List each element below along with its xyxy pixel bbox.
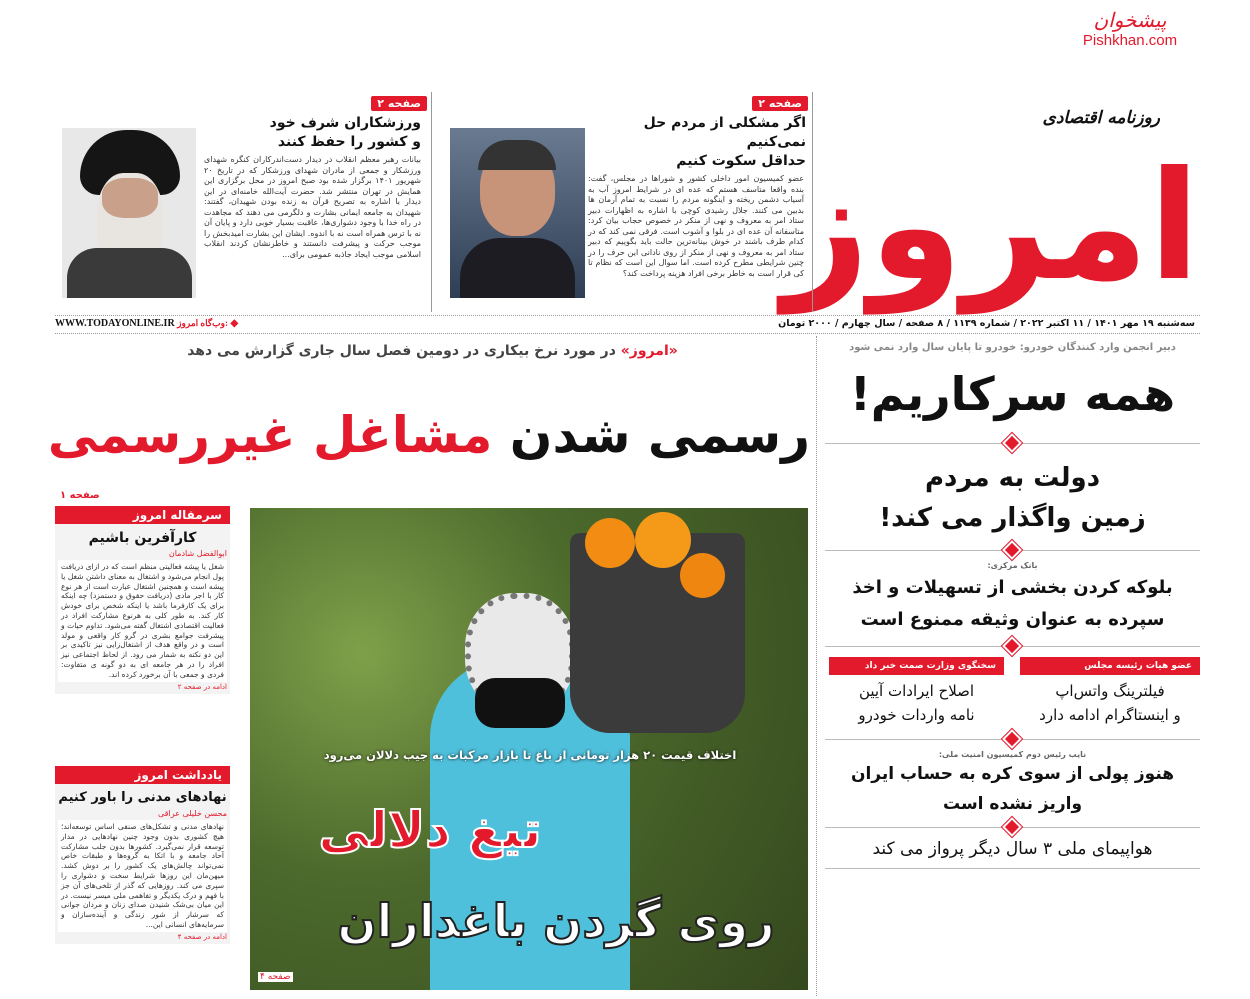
orange-farmer-photo[interactable] xyxy=(250,508,808,990)
divider xyxy=(825,550,1200,551)
story-title: ورزشکاران شرف خود xyxy=(269,115,421,131)
arrow-icon: ◆ xyxy=(230,318,239,329)
divider xyxy=(55,333,1200,334)
leader-photo xyxy=(62,128,196,298)
divider xyxy=(825,868,1200,869)
politician-photo xyxy=(450,128,585,298)
photo-headline-red[interactable]: تیغ دلالی xyxy=(318,801,542,859)
box-title: نامه واردات خودرو xyxy=(858,706,975,724)
note[interactable] xyxy=(55,766,230,944)
editorial-title: کارآفرین باشیم xyxy=(88,530,197,546)
story-title: و کشور را حفظ کنند xyxy=(277,134,421,150)
continue-link[interactable]: ادامه در صفحه ۲ xyxy=(177,682,227,691)
section-header: یادداشت امروز xyxy=(55,766,230,784)
story-body: بیانات رهبر معظم انقلاب در دیدار دست‌اندرکاران کنگره شهدای ورزشکار و جمعی از مادران شهدای ورزشکار که در تاریخ ۲۰ شهریور ۱۴۰۱ برگزار شده بود صبح امروز در محل برگزاری این همایش در تهران منتشر شد. حضرت آیت‌الله خامنه‌ای در این دیدار با اشاره به تصریح قرآن به زنده بودن شهیدان، گفتند: شهیدان به جامعه ایمانی بشارت و دلگرمی می دهند که مجاهدت در راه خدا با وجود دشواری‌ها، عاقبت بسیار خوبی دارد و پایان آن نه با ترس همراه است نه با اندوه. ایشان این بشارت امیدبخش را موجب حرکت و پیشرفت دانستند و خاطرنشان کردند انقلاب اسلامی موجب ایجاد جاذبه عمومی برای... xyxy=(204,155,421,259)
kicker: نایب رئیس دوم کمیسیون امنیت ملی: xyxy=(938,750,1087,759)
kicker: دبیر انجمن وارد کنندگان خودرو: خودرو تا پایان سال وارد نمی شود xyxy=(849,342,1176,353)
editorial-body: شغل یا پیشه فعالیتی منظم است که در ازای دریافت پول انجام می‌شود و اشتغال به معنای داشتن شغل یا پیشه است و همچنین اشتغال عبارت است از هر نوع کار با اجر مادی (دریافت حقوق و دستمزد) چه اینکه برای یک کارفرما باشد یا اینکه شخص برای خودش کار کند. به طور کلی به هرنوع مشارکت افراد در فعالیت اقتصادی اشتغال گفته می‌شود. تداوم حیات و پیشرفت جوامع بشری در گرو کار واقعی و مولد است و در واقع هدف از اشتغال‌زایی نیز تاکیدی بر این دو نکته به شمار می رود. از لحاظ اجتماعی نیز افراد را در هر جامعه ای به دو گونه ی متفاوت: فردی و جمعی با آن برخورد کرده اند. xyxy=(58,560,227,682)
lead-headline[interactable]: همه سرکاریم! xyxy=(849,367,1176,421)
top-story-1[interactable] xyxy=(588,92,813,312)
box-title: فیلترینگ واتس‌اپ xyxy=(1055,682,1165,700)
headline-korea[interactable]: هنوز پولی از سوی کره به حساب ایران واریز نشده است xyxy=(850,764,1175,814)
box-title: و اینستاگرام ادامه دارد xyxy=(1039,706,1181,724)
website-label: وب‌گاه امروز: xyxy=(177,318,228,328)
box-label: سخنگوی وزارت صمت خبر داد xyxy=(829,657,1004,675)
note-body: نهادهای مدنی و تشکل‌های صنفی اساس توسعه‌اند؛ هیچ کشوری بدون وجود چنین نهادهایی در مدار توسعه قرار نمی‌گیرد. کشورها بدون جلب مشارکت آحاد جامعه و با اتکا به گروه‌ها و طبقات خاص نمی‌تواند چالش‌های یک کشور را بر دوش کشد. میهن‌مان این روزها شرایط سخت و دشواری را سپری می کند. روزهایی که گذر از تلخی‌های آن جز با فهم و درک یکدیگر و تفاهمی ملی میسر نیست. در این میان بی‌شک شنیدن صدای زنان و مردان جوانی که سرشار از شور زندگی و آینده‌سازان و سرمایه‌های انسانی این... xyxy=(58,820,227,932)
story-title: اگر مشکلی از مردم حل نمی‌کنیم xyxy=(643,115,806,150)
author: ابوالفضل شادمان xyxy=(168,549,227,558)
box-story-filtering[interactable] xyxy=(1020,657,1200,727)
headline-land[interactable]: دولت به مردم زمین واگذار می کند! xyxy=(879,463,1146,533)
divider xyxy=(825,827,1200,828)
continue-link[interactable]: ادامه در صفحه ۴ xyxy=(177,932,227,941)
divider xyxy=(825,739,1200,740)
website-url: WWW.TODAYONLINE.IR xyxy=(55,318,175,329)
divider xyxy=(825,443,1200,444)
divider xyxy=(825,646,1200,647)
headline-bank[interactable]: بلوکه کردن بخشی از تسهیلات و اخذ سپرده به عنوان وثیقه ممنوع است xyxy=(852,577,1173,630)
page-ref: صفحه ۴ xyxy=(260,972,291,982)
photo-headline-white[interactable]: روی گردن باغداران xyxy=(337,894,775,948)
top-story-2[interactable] xyxy=(200,92,432,312)
main-headline[interactable]: رسمی شدن مشاغل غیررسمی xyxy=(47,406,810,464)
page-tag: صفحه ۲ xyxy=(752,96,808,111)
watermark-url: Pishkhan.com xyxy=(1082,32,1178,49)
main-kicker: «امروز» در مورد نرخ بیکاری در دومین فصل سال جاری گزارش می دهد xyxy=(187,343,678,359)
right-column xyxy=(825,336,1200,869)
section-header: سرمقاله امروز xyxy=(55,506,230,524)
page-ref: صفحه ۱ xyxy=(60,490,100,501)
photo-caption: اختلاف قیمت ۲۰ هزار تومانی از باغ تا بازار مرکبات به جیب دلالان می‌رود xyxy=(323,748,737,762)
column-divider xyxy=(816,336,817,996)
story-body: عضو کمیسیون امور داخلی کشور و شوراها در مجلس، گفت: بنده واقعا متاسف هستم که عده ای در شرایط امروز آب به آسیاب دشمن ریخته و اینگونه مردم را نسبت به تمام آرمان ها بدبین می کنند. جلال رشیدی کوچی با اشاره به اظهارات دبیر ستاد امر به معروف و نهی از منکر در خصوص حجاب بیان کرد: متاسفانه آن عده ای در بلوا و آشوب است. فرقی نمی کند که در کدام طرف باشند در خوش بینانه‌ترین حالت باید بگوییم که دبیر ستاد امر به معروف و نهی از منکر از روی نادانی این حرف را در چنین شرایطی مطرح کرده است. اما سوال این است که نظام تا کی قرار است به خاطر برخی افراد هزینه پرداخت کند؟ xyxy=(588,174,804,278)
box-title: اصلاح ایرادات آیین xyxy=(858,682,975,700)
note-title: نهادهای مدنی را باور کنیم xyxy=(58,790,227,805)
kicker: بانک مرکزی: xyxy=(987,561,1038,570)
newspaper-logo: امروز xyxy=(782,140,1200,314)
box-label: عضو هیات رئیسه مجلس xyxy=(1020,657,1200,675)
story-title: حداقل سکوت کنیم xyxy=(676,153,806,169)
dateline: سه‌شنبه ۱۹ مهر ۱۴۰۱ / ۱۱ اکتبر ۲۰۲۲ / شماره ۱۱۳۹ / ۸ صفحه / سال چهارم / ۲۰۰۰ تومان xyxy=(778,318,1195,329)
divider xyxy=(55,315,1200,316)
watermark xyxy=(1050,8,1210,50)
author: محسن خلیلی عراقی xyxy=(158,809,227,818)
page-tag: صفحه ۲ xyxy=(371,96,427,111)
newspaper-subtitle: روزنامه اقتصادی xyxy=(1042,108,1160,128)
headline-airplane[interactable]: هواپیمای ملی ۳ سال دیگر پرواز می کند xyxy=(872,839,1153,859)
box-story-car-import[interactable] xyxy=(829,657,1004,727)
website-link[interactable] xyxy=(55,318,315,329)
editorial[interactable] xyxy=(55,506,230,694)
watermark-script: پیشخوان xyxy=(1093,8,1167,32)
